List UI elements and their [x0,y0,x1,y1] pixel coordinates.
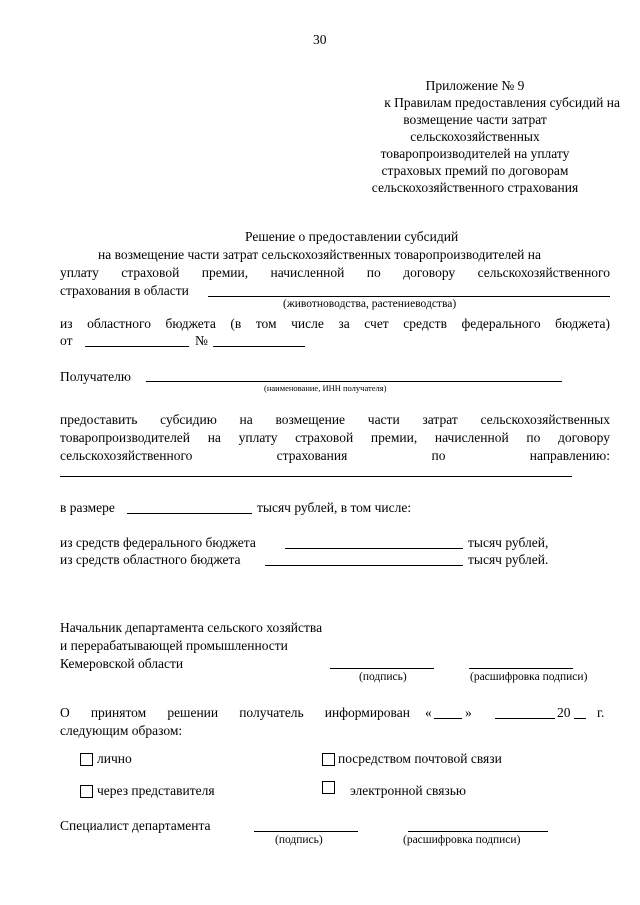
informed-word: решении [167,705,219,720]
grant-word: направлению: [529,448,610,463]
head-decode-field[interactable] [469,668,573,669]
grant-line-1: предоставить субсидию на возмещение части затрат сельскохозяйственных [60,412,610,427]
intro-line-4: из областного бюджета (в том числе за счет средств федерального бюджета) [60,316,610,331]
recipient-field[interactable] [146,381,562,382]
personal-checkbox[interactable] [80,753,93,766]
intro-line-2: уплату страховой премии, начисленной по договору сельскохозяйственного [60,265,610,280]
grant-line-3 [60,448,610,464]
from-label: от [60,333,73,348]
page-number: 30 [313,32,327,47]
informed-year-field[interactable] [574,718,586,719]
area-caption: (животноводства, растениеводства) [283,298,457,310]
informed-word: принятом [90,705,147,720]
document-title: Решение о предоставлении субсидий [245,229,459,244]
year-suffix: г. [597,705,605,720]
amount-field[interactable] [127,513,252,514]
appendix-line: сельскохозяйственных [410,129,540,144]
appendix-line: Приложение № 9 [425,78,525,93]
specialist-label: Специалист департамента [60,818,211,833]
specialist-signature-caption: (подпись) [275,834,323,846]
direction-field[interactable] [60,476,572,477]
specialist-decode-caption: (расшифровка подписи) [403,834,521,846]
quote-open: « [425,705,432,720]
head-line-2: и перерабатывающей промышленности [60,638,288,653]
appendix-line: сельскохозяйственного страхования [371,180,579,195]
regional-suffix: тысяч рублей. [468,552,549,567]
federal-amount-field[interactable] [285,548,463,549]
regional-label: из средств областного бюджета [60,552,241,567]
grant-line-2: товаропроизводителей на уплату страховой премии, начисленной по договору [60,430,610,445]
electronic-checkbox[interactable] [322,781,335,794]
appendix-line: возмещение части затрат [403,112,547,127]
number-label: № [195,333,208,348]
grant-word: страхования [276,448,348,463]
appendix-line: страховых премий по договорам [381,163,569,178]
intro-line-3: страхования в области [60,283,189,298]
postal-checkbox[interactable] [322,753,335,766]
representative-checkbox[interactable] [80,785,93,798]
appendix-line: товаропроизводителей на уплату [380,146,570,161]
postal-label: посредством почтовой связи [338,751,502,766]
recipient-label: Получателю [60,369,131,384]
area-field[interactable] [208,296,610,297]
head-signature-field[interactable] [330,668,434,669]
electronic-label: электронной связью [350,783,466,798]
head-signature-caption: (подпись) [359,671,407,683]
regional-amount-field[interactable] [265,565,463,566]
intro-line-1: на возмещение части затрат сельскохозяйственных товаропроизводителей на [98,247,541,262]
informed-word: информирован [324,705,410,720]
grant-word: сельскохозяйственного [60,448,193,463]
date-field[interactable] [85,346,189,347]
specialist-signature-field[interactable] [254,831,358,832]
informed-word: получатель [239,705,304,720]
informed-word: О [60,705,70,720]
federal-label: из средств федерального бюджета [60,535,256,550]
number-field[interactable] [213,346,305,347]
year-prefix: 20 [557,705,571,720]
informed-line-1 [60,705,410,721]
informed-line-2: следующим образом: [60,723,183,738]
amount-suffix: тысяч рублей, в том числе: [257,500,412,515]
representative-label: через представителя [97,783,215,798]
appendix-block [330,78,620,197]
head-line-1: Начальник департамента сельского хозяйства [60,620,323,635]
amount-prefix: в размере [60,500,115,515]
specialist-decode-field[interactable] [408,831,548,832]
informed-month-field[interactable] [495,718,555,719]
informed-day-field[interactable] [434,718,462,719]
recipient-caption: (наименование, ИНН получателя) [264,383,387,393]
grant-word: по [431,448,446,463]
federal-suffix: тысяч рублей, [468,535,549,550]
head-decode-caption: (расшифровка подписи) [470,671,588,683]
head-line-3: Кемеровской области [60,656,184,671]
quote-close: » [465,705,472,720]
appendix-line: к Правилам предоставления субсидий на [384,95,620,110]
personal-label: лично [97,751,132,766]
